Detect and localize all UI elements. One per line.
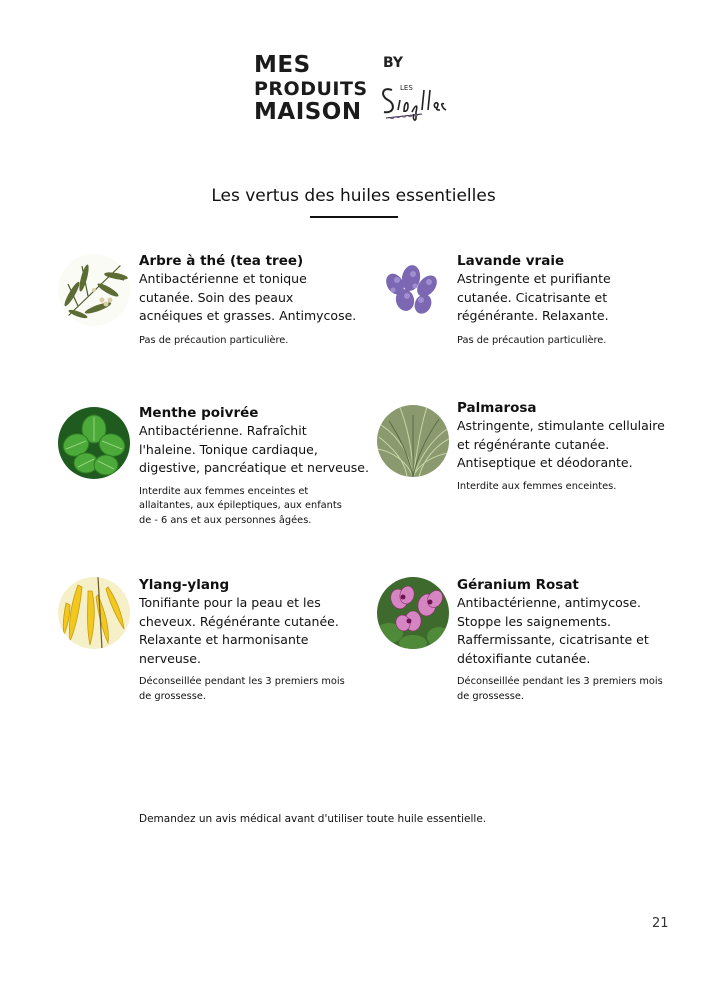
logo-wordmark (254, 54, 368, 124)
oil-description (139, 422, 369, 478)
logo-line-1: MES (254, 52, 311, 78)
oil-card-lavender (457, 253, 611, 348)
title-underline (310, 216, 398, 218)
note-line: de - 6 ans et aux personnes âgées. (139, 514, 312, 526)
page-number: 21 (652, 916, 669, 931)
medical-advice-footer: Demandez un avis médical avant d'utiliser toute huile essentielle. (139, 813, 487, 825)
desc-line: Antibactérienne. Rafraîchit (139, 423, 307, 438)
desc-line: cutanée. Soin des peaux (139, 289, 294, 305)
desc-line: l'haleine. Tonique cardiaque, (139, 441, 318, 457)
note-line: Déconseillée pendant les 3 premiers mois (457, 676, 663, 687)
desc-line: Antibactérienne, antimycose. (457, 595, 641, 610)
desc-line: Stoppe les saignements. (457, 613, 612, 629)
desc-line: et régénérante cutanée. (457, 436, 610, 452)
oil-precaution (139, 485, 369, 529)
desc-line: Relaxante et harmonisante (139, 632, 309, 647)
oil-card-peppermint (139, 405, 369, 528)
mint-leaves-icon (58, 407, 130, 479)
desc-line: digestive, pancréatique et nerveuse. (139, 460, 369, 475)
note-line: de grossesse. (457, 690, 524, 702)
oil-precaution (457, 480, 665, 495)
oil-name: Géranium Rosat (457, 577, 579, 593)
logo-line-3: MAISON (254, 99, 362, 125)
desc-line: régénérante. Relaxante. (457, 308, 609, 323)
oil-description (457, 417, 665, 473)
desc-line: Antiseptique et déodorante. (457, 455, 633, 470)
desc-line: Astringente, stimulante cellulaire (457, 418, 665, 433)
oil-precaution (457, 334, 611, 349)
oil-card-palmarosa (457, 400, 665, 494)
page-title: Les vertus des huiles essentielles (211, 186, 496, 206)
note-line: Pas de précaution particulière. (139, 334, 289, 346)
geranium-flower-icon (377, 577, 449, 649)
desc-line: cheveux. Régénérante cutanée. (139, 613, 339, 629)
tea-tree-leaves-icon (58, 254, 130, 326)
les-sibylles-logo (378, 76, 458, 130)
oil-precaution (457, 675, 663, 704)
logo-line-2: PRODUITS (254, 78, 368, 100)
note-line: Interdite aux femmes enceintes et (139, 485, 309, 497)
oil-description (139, 594, 345, 668)
logo-by: BY (383, 55, 404, 71)
oil-card-ylang-ylang (139, 577, 345, 704)
desc-line: cutanée. Cicatrisante et (457, 289, 608, 305)
oil-card-geranium (457, 577, 663, 704)
oil-name: Menthe poivrée (139, 405, 259, 421)
oil-description (139, 270, 356, 326)
desc-line: détoxifiante cutanée. (457, 650, 591, 666)
note-line: de grossesse. (139, 690, 206, 702)
oil-name: Palmarosa (457, 400, 537, 416)
desc-line: Tonifiante pour la peau et les (139, 595, 321, 610)
ylang-ylang-flower-icon (58, 577, 130, 649)
desc-line: acnéiques et grasses. Antimycose. (139, 308, 357, 323)
note-line: allaitantes, aux épileptiques, aux enfants (139, 500, 342, 511)
oil-name: Arbre à thé (tea tree) (139, 253, 304, 269)
note-line: Déconseillée pendant les 3 premiers mois (139, 676, 345, 687)
lavender-flower-icon (377, 254, 449, 326)
svg-text:LES: LES (400, 84, 413, 92)
palmarosa-grass-icon (377, 405, 449, 477)
desc-line: nerveuse. (139, 650, 201, 666)
oil-name: Ylang-ylang (139, 577, 230, 593)
oil-name: Lavande vraie (457, 253, 565, 269)
desc-line: Antibactérienne et tonique (139, 271, 307, 286)
oil-precaution (139, 675, 345, 704)
oil-description (457, 594, 663, 668)
note-line: Pas de précaution particulière. (457, 334, 607, 346)
desc-line: Astringente et purifiante (457, 271, 611, 286)
desc-line: Raffermissante, cicatrisante et (457, 632, 649, 647)
oil-description (457, 270, 611, 326)
oil-card-tea-tree (139, 253, 356, 348)
oil-precaution (139, 334, 356, 349)
note-line: Interdite aux femmes enceintes. (457, 480, 617, 492)
